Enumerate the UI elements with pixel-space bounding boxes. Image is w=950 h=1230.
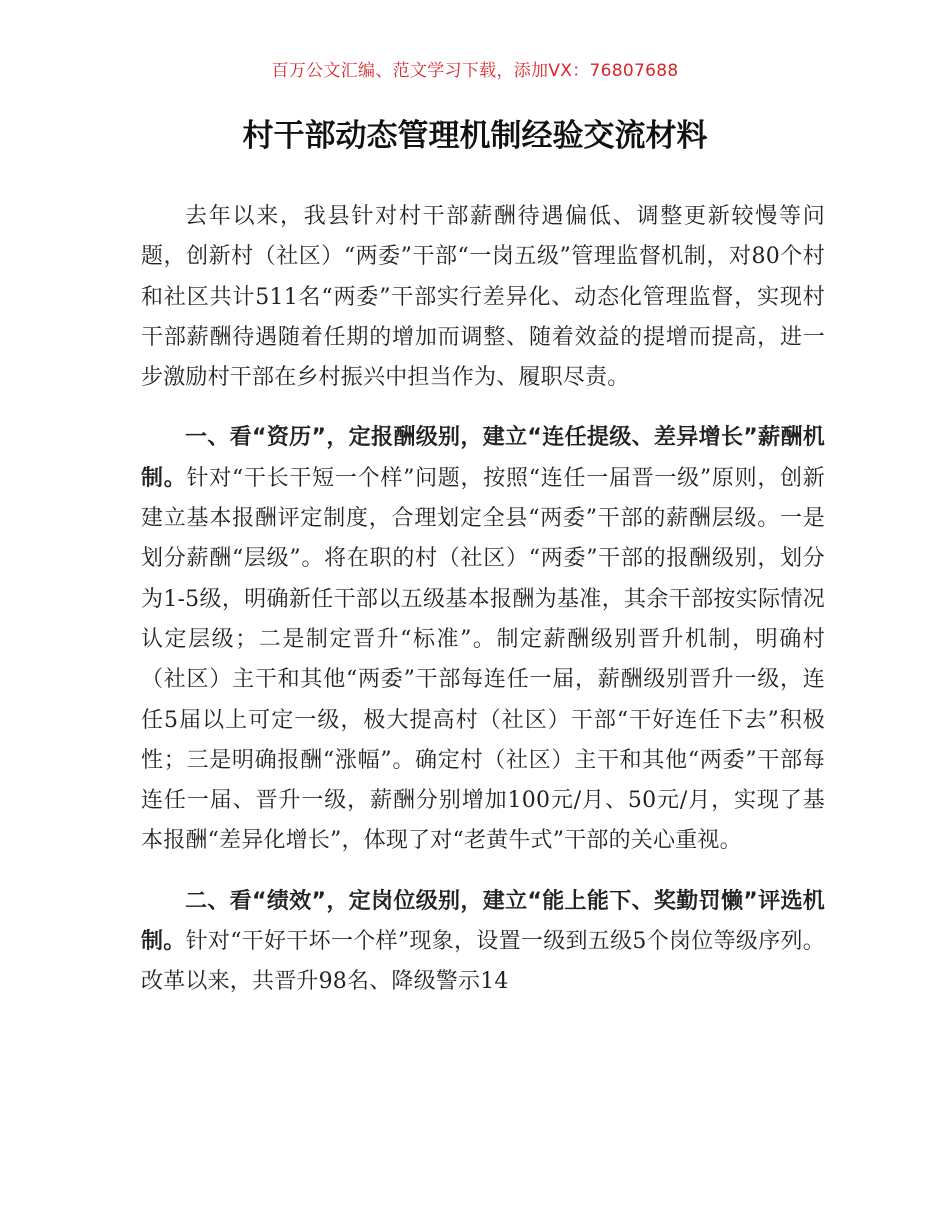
section-two-paragraph bbox=[141, 882, 825, 1003]
paragraph-text: 去年以来，我县针对村干部薪酬待遇偏低、调整更新较慢等问题，创新村（社区）“两委”干部“一岗五级”管理监督机制，对80个村和社区共计511名“两委”干部实行差异化、动态化管理监督，实现村干部薪酬待遇随着任期的增加而调整、随着效益的提增而提高，进一步激励村干部在乡村振兴中担当作为、履职尽责。 bbox=[141, 204, 825, 391]
paragraph-text: 针对“干好干坏一个样”现象，设置一级到五级5个岗位等级序列。改革以来，共晋升98名、降级警示14 bbox=[141, 929, 825, 995]
header-watermark-note: 百万公文汇编、范文学习下载，添加VX：76807688 bbox=[271, 61, 679, 81]
section-two-heading: 二、看“绩效”，定岗位级别，建立“能上能下、奖勤罚懒”评选机制。 bbox=[141, 888, 825, 955]
document-title: 村干部动态管理机制经验交流材料 bbox=[242, 118, 708, 154]
paragraph-text: 针对“干长干短一个样”问题，按照“连任一届晋一级”原则，创新建立基本报酬评定制度，合理划定全县“两委”干部的薪酬层级。一是划分薪酬“层级”。将在职的村（社区）“两委”干部的报酬级别，划分为1-5级，明确新任干部以五级基本报酬为基准，其余干部按实际情况认定层级；二是制定晋升“标准”。制定薪酬级别晋升机制，明确村（社区）主干和其他“两委”干部每连任一届，薪酬级别晋升一级，连任5届以上可定一级，极大提高村（社区）干部“干好连任下去”积极性；三是明确报酬“涨幅”。确定村（社区）主干和其他“两委”干部每连任一届、晋升一级，薪酬分别增加100元/月、50元/月，实现了基本报酬“差异化增长”，体现了对“老黄牛式”干部的关心重视。 bbox=[141, 465, 825, 854]
intro-paragraph bbox=[141, 197, 825, 398]
section-one-paragraph bbox=[141, 418, 825, 861]
document-body bbox=[141, 197, 825, 1023]
section-one-heading: 一、看“资历”，定报酬级别，建立“连任提级、差异增长”薪酬机制。 bbox=[141, 425, 825, 491]
